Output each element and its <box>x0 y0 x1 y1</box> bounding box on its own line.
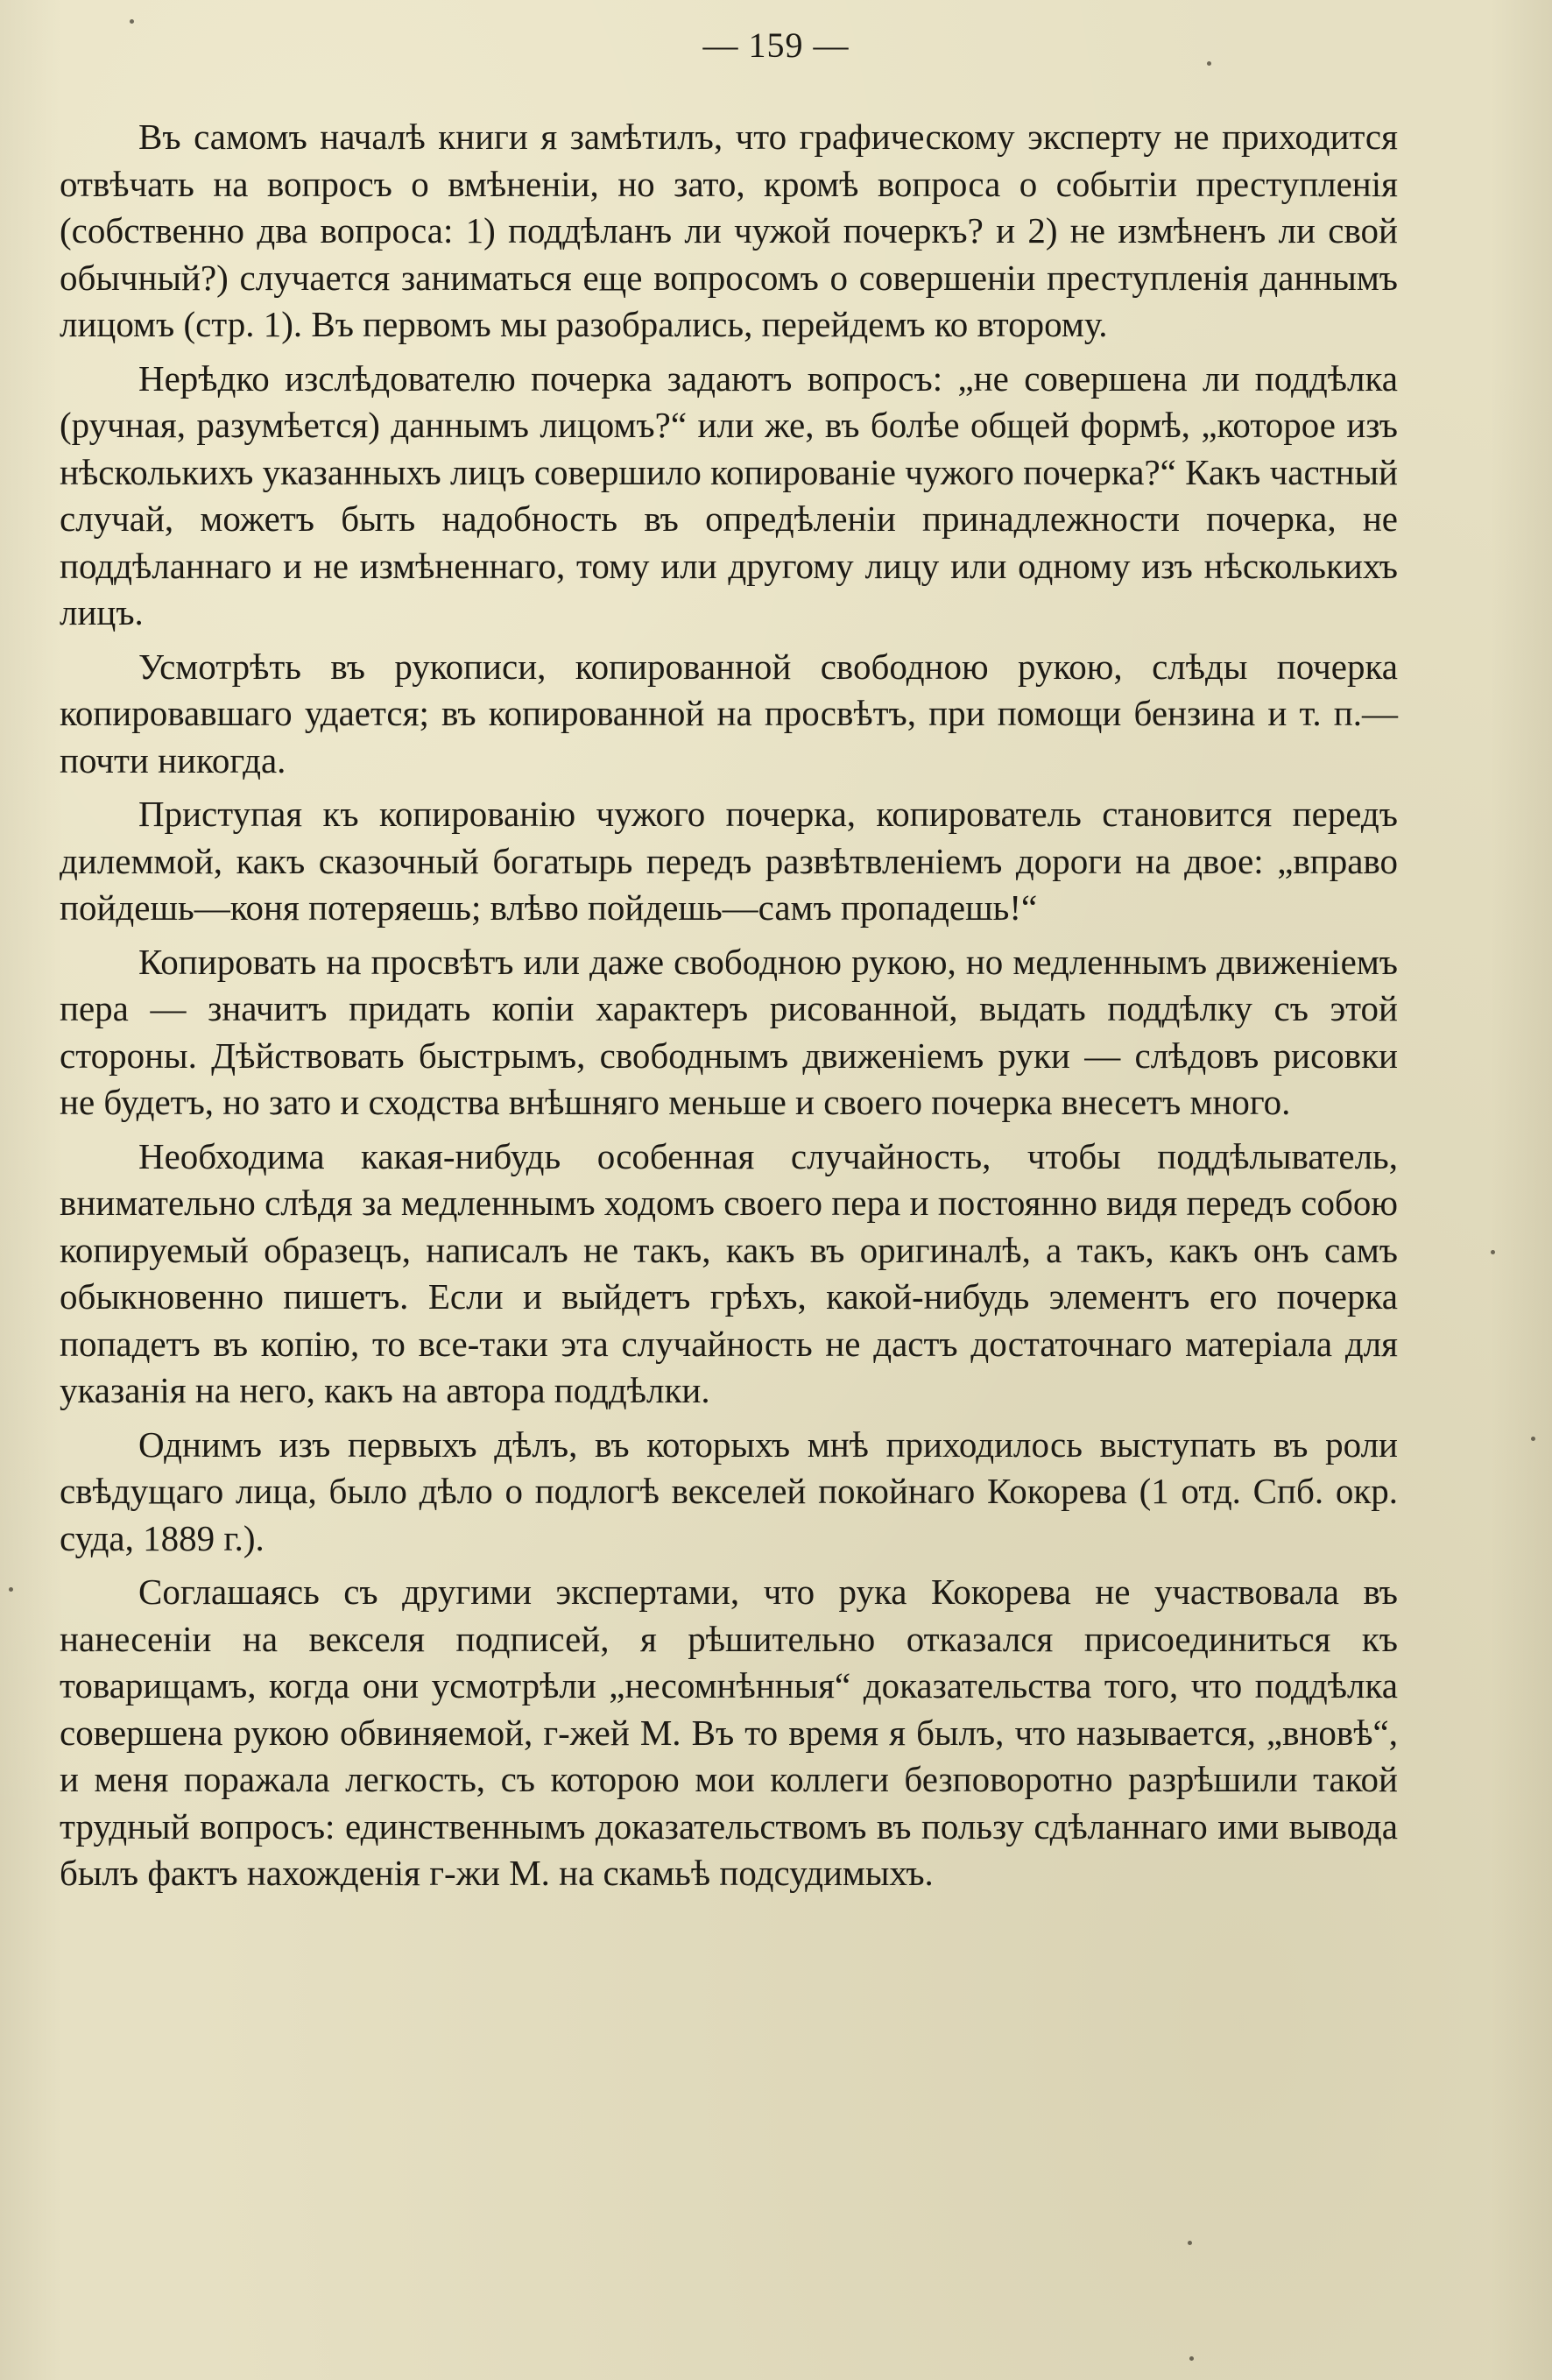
paragraph-4: Приступая къ копированію чужого почерка, копирователь становится передъ дилеммой, какъ сказочный богатырь передъ развѣтвленіемъ дороги на двое: „вправо пойдешь—коня потеряешь; влѣво пойдешь—самъ пропадешь!“ <box>60 794 1398 928</box>
paragraph-5: Копировать на просвѣтъ или даже свободною рукою, но медленнымъ движеніемъ пера — значитъ придать копіи характеръ рисованной, выдать поддѣлку съ этой стороны. Дѣйствовать быстрымъ, свободнымъ движеніемъ руки — слѣдовъ рисовки не будетъ, но зато и сходства внѣшняго меньше и своего почерка внесетъ много. <box>60 941 1398 1122</box>
paper-speck <box>9 1587 13 1592</box>
paragraph-7: Однимъ изъ первыхъ дѣлъ, въ которыхъ мнѣ приходилось выступать въ роли свѣдущаго лица, было дѣло о подлогѣ векселей покойнаго Кокорева (1 отд. Спб. окр. суда, 1889 г.). <box>60 1423 1398 1558</box>
paragraph-3: Усмотрѣть въ рукописи, копированной свободною рукою, слѣды почерка копировавшаго удается; въ копированной на просвѣтъ, при помощи бензина и т. п.—почти никогда. <box>60 646 1398 780</box>
paper-speck <box>130 19 134 24</box>
paragraph-8: Соглашаясь съ другими экспертами, что рука Кокорева не участвовала въ нанесеніи на векселя подписей, я рѣшительно отказался присоединиться къ товарищамъ, когда они усмотрѣли „несомнѣнныя“ доказательства того, что поддѣлка совершена рукою обвиняемой, г-жей М. Въ то время я былъ, что называется, „вновѣ“, и меня поражала легкость, съ которою мои коллеги безповоротно разрѣшили такой трудный вопросъ: единственнымъ доказательствомъ въ пользу сдѣланнаго ими вывода былъ фактъ нахожденія г-жи М. на скамьѣ подсудимыхъ. <box>60 1571 1398 1893</box>
paragraph-1: Въ самомъ началѣ книги я замѣтилъ, что графическому эксперту не приходится отвѣчать на вопросъ о вмѣненіи, но зато, кромѣ вопроса о событіи преступленія (собственно два вопроса: 1) поддѣланъ ли чужой почеркъ? и 2) не измѣненъ ли свой обычный?) случается заниматься еще вопросомъ о совершеніи преступленія даннымъ лицомъ (стр. 1). Въ первомъ мы разобрались, перейдемъ ко второму. <box>60 117 1398 344</box>
paper-speck <box>1189 2356 1194 2361</box>
paragraph-2: Нерѣдко изслѣдователю почерка задаютъ вопросъ: „не совершена ли поддѣлка (ручная, разумѣется) даннымъ лицомъ?“ или же, въ болѣе общей формѣ, „которое изъ нѣсколькихъ указанныхъ лицъ совершило копированіе чужого почерка?“ Какъ частный случай, можетъ быть надобность въ опредѣленіи принадлежности почерка, не поддѣланнаго и не измѣненнаго, тому или другому лицу или одному изъ нѣсколькихъ лицъ. <box>60 357 1398 632</box>
paper-speck <box>1491 1250 1495 1254</box>
paper-speck <box>1207 61 1211 66</box>
page-number: — 159 — <box>702 25 850 65</box>
paragraph-6: Необходима какая-нибудь особенная случайность, чтобы поддѣлыватель, внимательно слѣдя за медленнымъ ходомъ своего пера и постоянно видя передъ собою копируемый образецъ, написалъ не такъ, какъ въ оригиналѣ, а такъ, какъ онъ самъ обыкновенно пишетъ. Если и выйдетъ грѣхъ, какой-нибудь элементъ его почерка попадетъ въ копію, то все-таки эта случайность не дастъ достаточнаго матеріала для указанія на него, какъ на автора поддѣлки. <box>60 1135 1398 1410</box>
paper-speck <box>1531 1437 1535 1441</box>
page-text-body <box>60 114 1398 1904</box>
paper-speck <box>1188 2241 1192 2245</box>
